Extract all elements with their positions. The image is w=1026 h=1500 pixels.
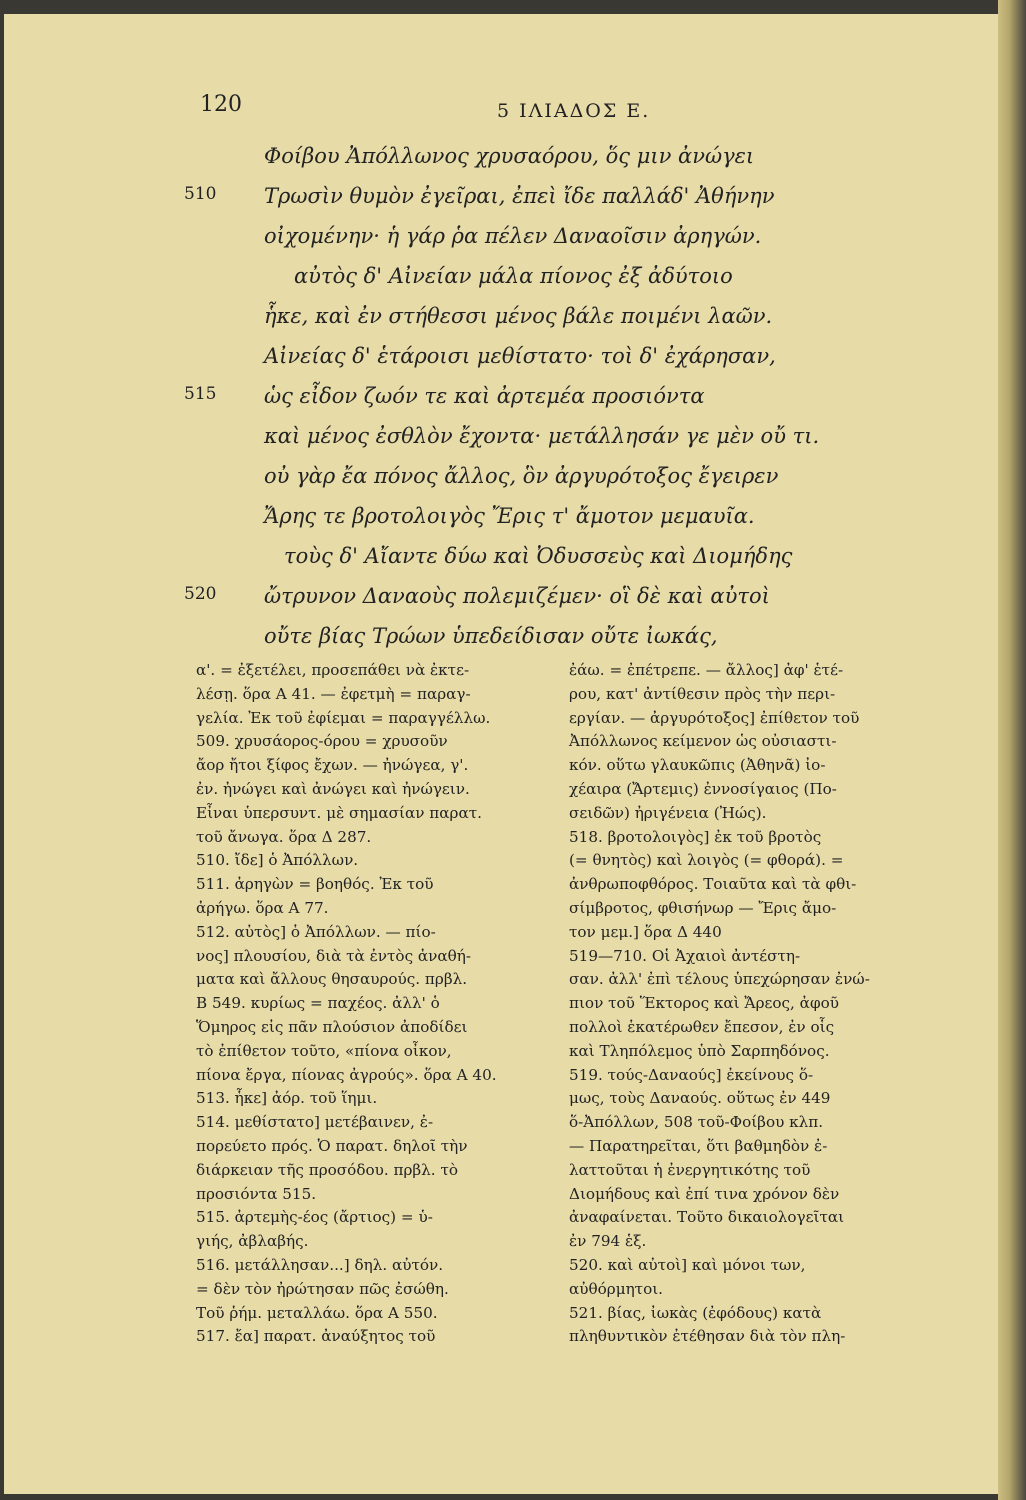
page-number: 120 [200,92,242,117]
note-line: σαν. ἀλλ' ἐπὶ τέλους ὑπεχώρησαν ἐνώ- [569,970,870,989]
note-line: πιον τοῦ Ἕκτορος καὶ Ἄρεος, ἀφοῦ [569,994,839,1013]
note-line: Β 549. κυρίως = παχέος. ἀλλ' ὁ [196,994,440,1013]
note-line: ὅ-Ἀπόλλων, 508 τοῦ-Φοίβου κλπ. [569,1113,824,1132]
line-number: 520 [184,584,217,604]
note-line: 515. ἀρτεμὴς-έος (ἄρτιος) = ὑ- [196,1208,433,1227]
note-line: 518. βροτολοιγὸς] ἐκ τοῦ βροτὸς [569,827,822,846]
note-line: τὸ ἐπίθετον τοῦτο, «πίονα οἶκον, [196,1041,452,1060]
note-line: 509. χρυσάορος-όρου = χρυσοῦν [196,732,448,751]
note-line: ἀνθρωποφθόρος. Τοιαῦτα καὶ τὰ φθι- [569,875,857,894]
note-line: γελία. Ἐκ τοῦ ἐφίεμαι = παραγγέλλω. [196,708,491,727]
note-line: 519. τούς-Δαναούς] ἐκείνους ὅ- [569,1065,814,1084]
book-page [4,14,998,1494]
page-edge-shadow [998,0,1026,1500]
running-head: 5 ΙΛΙΑΔΟΣ Ε. [497,100,651,122]
note-line: Τοῦ ῥήμ. μεταλλάω. ὅρα Α 550. [196,1303,438,1322]
note-line: 521. βίας, ἰωκὰς (ἐφόδους) κατὰ [569,1303,822,1322]
note-line: λαττοῦται ἡ ἐνεργητικότης τοῦ [569,1160,811,1179]
note-line: 520. καὶ αὐτοὶ] καὶ μόνοι των, [569,1255,806,1274]
note-line: κόν. οὕτω γλαυκῶπις (Ἀθηνᾶ) ἰο- [569,756,826,775]
verse-text: Ἄρης τε βροτολοιγὸς Ἔρις τ' ἄμοτον μεμαυῖα. [264,504,755,528]
note-line: 519—710. Οἱ Ἀχαιοὶ ἀντέστη- [569,946,801,965]
note-line: ματα καὶ ἄλλους θησαυρούς. πρβλ. [196,970,468,989]
verse-text: αὐτὸς δ' Αἰνείαν μάλα πίονος ἐξ ἀδύτοιο [294,264,733,288]
note-line: τον μεμ.] ὅρα Δ 440 [569,922,722,941]
note-line: ἐν. ἠνώγει καὶ ἀνώγει καὶ ἠνώγειν. [196,779,470,798]
commentary-right-column [569,659,939,1349]
verse-text: Αἰνείας δ' ἑτάροισι μεθίστατο· τοὶ δ' ἐχάρησαν, [264,344,776,368]
note-line: ἀρήγω. ὅρα Α 77. [196,898,329,917]
verse-text: Φοίβου Ἀπόλλωνος χρυσαόρου, ὅς μιν ἀνώγει [264,144,755,168]
note-line: μως, τοὺς Δαναούς. οὕτως ἐν 449 [569,1089,831,1108]
note-line: ἄορ ἤτοι ξίφος ἔχων. — ἠνώγεα, γ'. [196,756,469,775]
verse-text: ἧκε, καὶ ἐν στήθεσσι μένος βάλε ποιμένι λαῶν. [264,304,773,328]
line-number: 510 [184,184,217,204]
note-line: καὶ Τληπόλεμος ὑπὸ Σαρπηδόνος. [569,1041,830,1060]
note-line: Ὅμηρος εἰς πᾶν πλούσιον ἀποδίδει [196,1017,468,1036]
note-line: σίμβροτος, φθισήνωρ — Ἔρις ἄμο- [569,898,837,917]
note-line: — Παρατηρεῖται, ὅτι βαθμηδὸν ἐ- [569,1136,828,1155]
note-line: 513. ἧκε] ἀόρ. τοῦ ἵημι. [196,1089,378,1108]
verse-text: καὶ μένος ἐσθλὸν ἔχοντα· μετάλλησάν γε μὲν οὔ τι. [264,424,820,448]
note-line: ἀναφαίνεται. Τοῦτο δικαιολογεῖται [569,1208,845,1227]
note-line: α'. = ἐξετέλει, προσεπάθει νὰ ἐκτε- [196,661,470,679]
note-line: γιής, ἀβλαβής. [196,1232,309,1251]
verse-text: ὤτρυνον Δαναοὺς πολεμιζέμεν· οἳ δὲ καὶ αὐτοὶ [264,584,770,608]
note-line: εργίαν. — ἀργυρότοξος] ἐπίθετον τοῦ [569,708,860,727]
verse-text: οὐ γὰρ ἔα πόνος ἄλλος, ὃν ἀργυρότοξος ἔγειρεν [264,464,779,488]
verse-text: τοὺς δ' Αἴαντε δύω καὶ Ὀδυσσεὺς καὶ Διομήδης [284,544,793,568]
note-line: 517. ἔα] παρατ. ἀναύξητος τοῦ [196,1327,436,1346]
verse-text: Τρωσὶν θυμὸν ἐγεῖραι, ἐπεὶ ἴδε παλλάδ' Ἀθήνην [264,184,775,208]
commentary-left-column [196,659,556,1349]
note-line: ρου, κατ' ἀντίθεσιν πρὸς τὴν περι- [569,684,836,703]
note-line: σειδῶν) ἠριγένεια (Ἠώς). [569,803,767,822]
note-line: νος] πλουσίου, διὰ τὰ ἐντὸς ἀναθή- [196,946,472,965]
note-line: Εἶναι ὑπερσυντ. μὲ σημασίαν παρατ. [196,803,482,822]
note-line: 516. μετάλλησαν...] δηλ. αὐτόν. [196,1255,444,1274]
note-line: Διομήδους καὶ ἐπί τινα χρόνον δὲν [569,1184,840,1203]
note-line: πολλοὶ ἑκατέρωθεν ἔπεσον, ἐν οἷς [569,1017,835,1036]
note-line: πληθυντικὸν ἐτέθησαν διὰ τὸν πλη- [569,1327,846,1346]
line-number: 515 [184,384,217,404]
note-line: = δὲν τὸν ἠρώτησαν πῶς ἐσώθη. [196,1279,449,1298]
note-line: Ἀπόλλωνος κείμενον ὡς οὐσιαστι- [569,732,837,751]
note-line: ἐάω. = ἐπέτρεπε. — ἄλλος] ἀφ' ἑτέ- [569,661,844,679]
note-line: διάρκειαν τῆς προσόδου. πρβλ. τὸ [196,1160,459,1179]
note-line: χέαιρα (Ἄρτεμις) ἐννοσίγαιος (Πο- [569,779,837,798]
note-line: πορεύετο πρός. Ὁ παρατ. δηλοῖ τὴν [196,1136,468,1155]
note-line: 510. ἴδε] ὁ Ἀπόλλων. [196,851,359,870]
note-line: πίονα ἔργα, πίονας ἀγρούς». ὅρα Α 40. [196,1065,497,1084]
note-line: αὐθόρμητοι. [569,1279,664,1298]
note-line: τοῦ ἄνωγα. ὅρα Δ 287. [196,827,372,846]
note-line: 512. αὐτὸς] ὁ Ἀπόλλων. — πίο- [196,922,436,941]
note-line: προσιόντα 515. [196,1184,317,1203]
verse-text: οἰχομένην· ἡ γάρ ῥα πέλεν Δαναοῖσιν ἀρηγών. [264,224,762,248]
note-line: λέσῃ. ὅρα Α 41. — ἐφετμὴ = παραγ- [196,684,471,703]
verse-text: ὡς εἶδον ζωόν τε καὶ ἀρτεμέα προσιόντα [264,384,705,408]
note-line: (= θνητὸς) καὶ λοιγὸς (= φθορά). = [569,851,844,870]
note-line: 514. μεθίστατο] μετέβαινεν, ἐ- [196,1113,434,1132]
verse-text: οὔτε βίας Τρώων ὑπεδείδισαν οὔτε ἰωκάς, [264,624,718,648]
note-line: ἐν 794 ἑξ. [569,1232,647,1251]
note-line: 511. ἀρηγὼν = βοηθός. Ἐκ τοῦ [196,875,434,894]
